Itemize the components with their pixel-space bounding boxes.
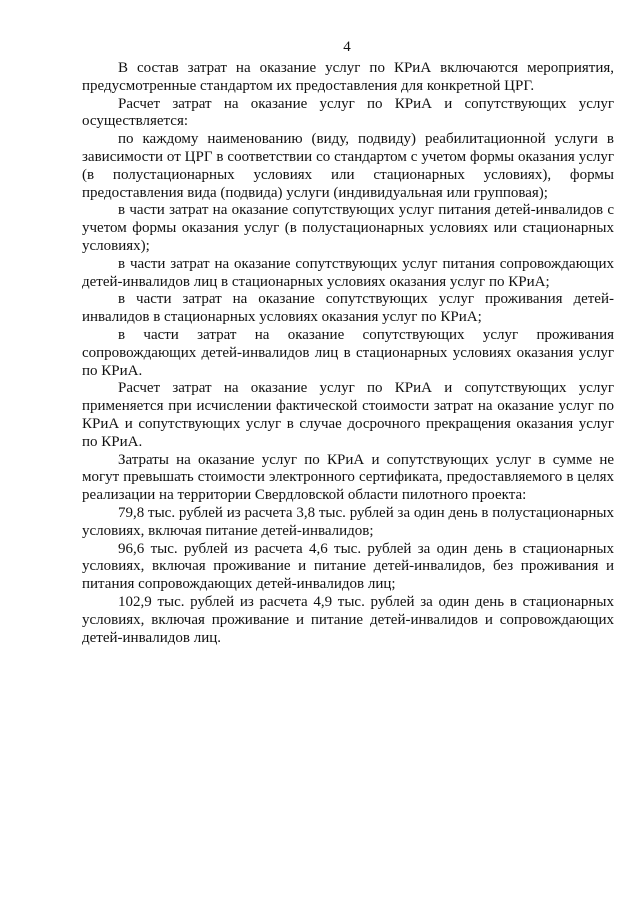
paragraph-cost-composition: В состав затрат на оказание услуг по КРиА включаются мероприятия, предусмотренные стандартом их предоставления для конкретной ЦРГ. [82,60,614,94]
paragraph-early-termination: Расчет затрат на оказание услуг по КРиА и сопутствующих услуг применяется при исчислении фактической стоимости затрат на оказание услуг по КРиА и сопутствующих услуг в случае досрочного прекращения оказания услуг по КРиА. [82,380,614,450]
page-number: 4 [343,39,351,55]
paragraph-certificate-limit: Затраты на оказание услуг по КРиА и сопутствующих услуг в сумме не могут превышать стоимости электронного сертификата, предоставляемого в целях реализации на территории Свердловской области пилотного проекта: [82,451,614,504]
list-item-amount-79-8: 79,8 тыс. рублей из расчета 3,8 тыс. рублей за один день в полустационарных условиях, включая питание детей-инвалидов; [82,504,614,539]
list-item-amount-96-6: 96,6 тыс. рублей из расчета 4,6 тыс. рублей за один день в стационарных условиях, включая проживание и питание детей-инвалидов, без проживания и питания сопровождающих детей-инвалидов лиц; [82,540,614,593]
list-item-companion-accommodation: в части затрат на оказание сопутствующих услуг проживания сопровождающих детей-инвалидов лиц в стационарных условиях оказания услуг по КРиА. [82,326,614,379]
document-body [82,60,614,647]
list-item-amount-102-9: 102,9 тыс. рублей из расчета 4,9 тыс. рублей за один день в стационарных условиях, включая проживание и питание детей-инвалидов и сопровождающих детей-инвалидов лиц. [82,593,614,646]
list-item-per-service: по каждому наименованию (виду, подвиду) реабилитационной услуги в зависимости от ЦРГ в соответствии со стандартом с учетом формы оказания услуг (в полустационарных условиях или стационарных условиях), формы предоставления вида (подвида) услуги (индивидуальная или групповая); [82,131,614,201]
list-item-companion-meals: в части затрат на оказание сопутствующих услуг питания сопровождающих детей-инвалидов лиц в стационарных условиях оказания услуг по КРиА; [82,255,614,290]
list-item-child-accommodation: в части затрат на оказание сопутствующих услуг проживания детей-инвалидов в стационарных условиях оказания услуг по КРиА; [82,291,614,326]
paragraph-cost-calculation-intro: Расчет затрат на оказание услуг по КРиА и сопутствующих услуг осуществляется: [82,95,614,130]
list-item-child-meals: в части затрат на оказание сопутствующих услуг питания детей-инвалидов с учетом формы оказания услуг (в полустационарных условиях или стационарных условиях); [82,202,614,254]
